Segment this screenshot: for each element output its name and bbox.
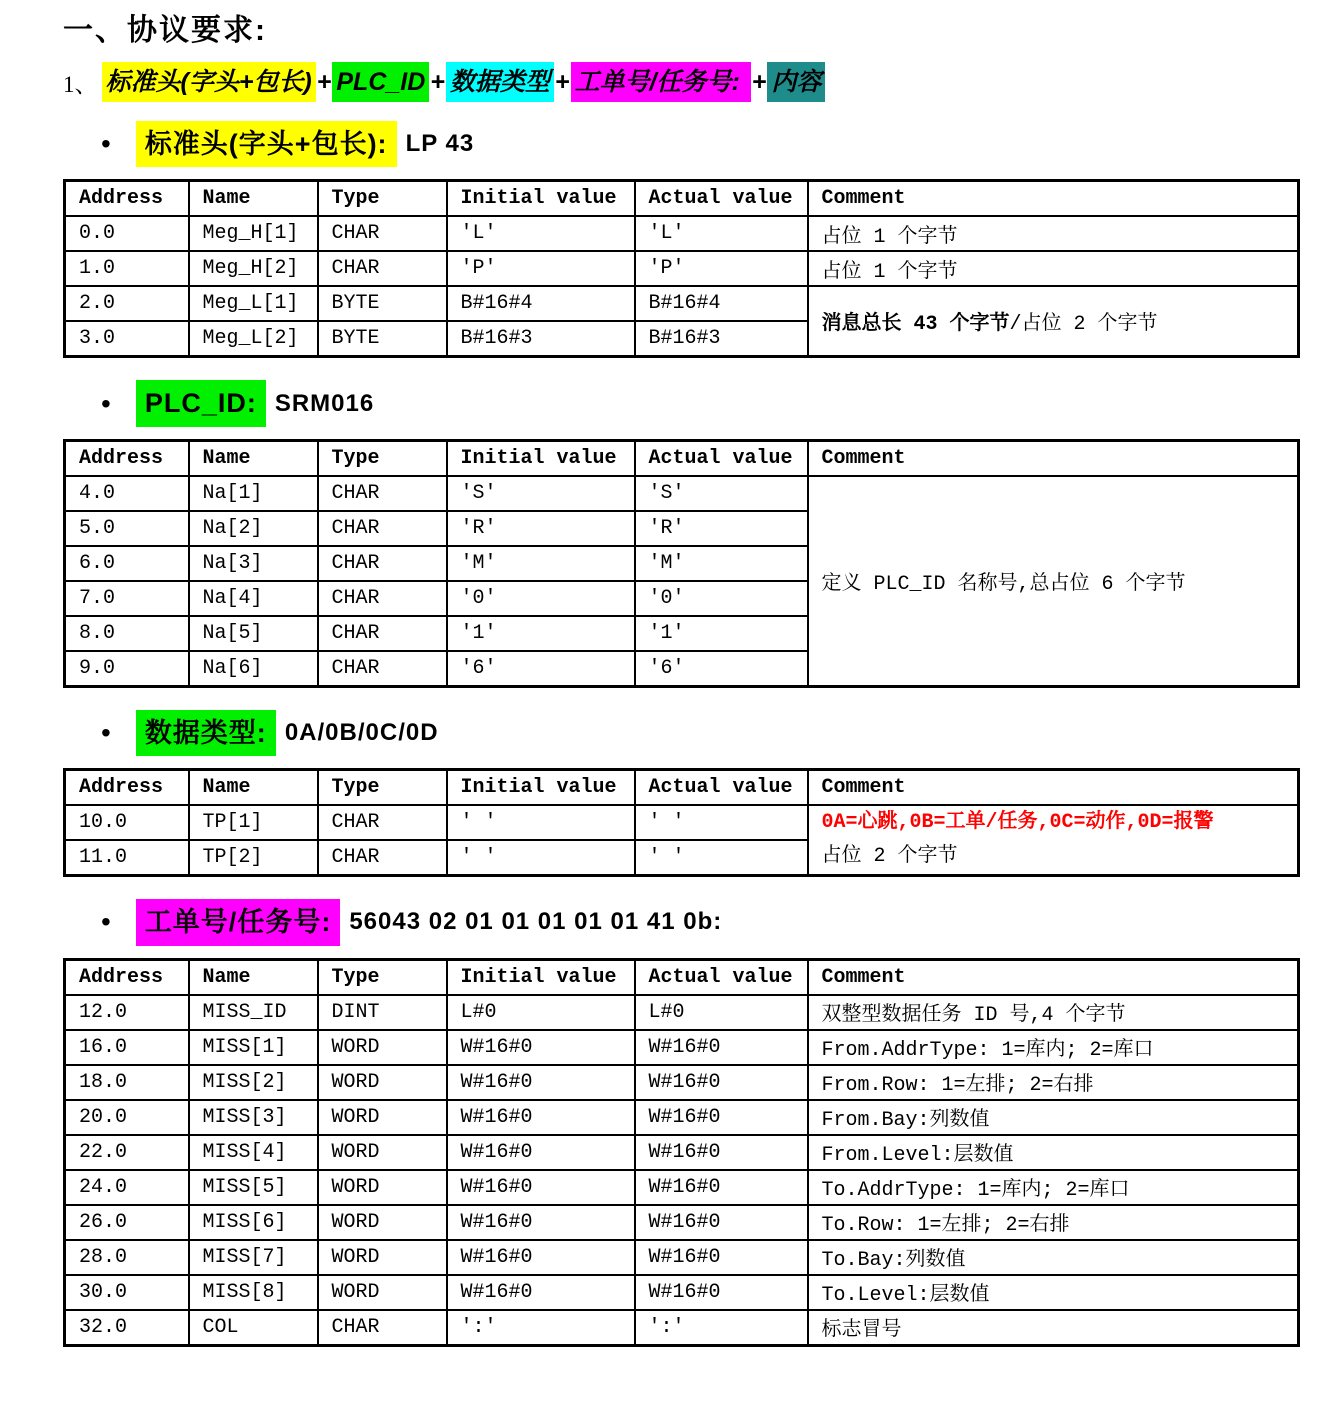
- cell-initial-value: '0': [447, 581, 635, 616]
- cell-address: 26.0: [65, 1205, 189, 1240]
- table-row: [65, 1170, 1299, 1205]
- cell-name: MISS[5]: [189, 1170, 318, 1205]
- cell-address: 8.0: [65, 616, 189, 651]
- cell-actual-value: 'S': [635, 476, 808, 511]
- cell-comment: To.Level:层数值: [808, 1275, 1299, 1310]
- cell-name: Meg_L[1]: [189, 286, 318, 321]
- protocol-table: [63, 179, 1300, 358]
- cell-comment: [808, 286, 1299, 357]
- cell-actual-value: 'P': [635, 251, 808, 286]
- cell-initial-value: 'L': [447, 216, 635, 251]
- comment-text: 消息总长 43 个字节: [821, 313, 1010, 337]
- protocol-segment: 工单号/任务号:: [571, 62, 751, 102]
- cell-type: WORD: [318, 1205, 447, 1240]
- cell-address: 1.0: [65, 251, 189, 286]
- column-header: Initial value: [447, 770, 635, 806]
- protocol-segment: PLC_ID: [332, 62, 429, 102]
- cell-comment: From.AddrType: 1=库内; 2=库口: [808, 1030, 1299, 1065]
- cell-type: CHAR: [318, 476, 447, 511]
- column-header: Address: [65, 770, 189, 806]
- column-header: Name: [189, 959, 318, 995]
- column-header: Type: [318, 959, 447, 995]
- cell-address: 0.0: [65, 216, 189, 251]
- cell-actual-value: W#16#0: [635, 1065, 808, 1100]
- comment-text: 占位 2 个字节: [821, 845, 958, 869]
- cell-initial-value: L#0: [447, 995, 635, 1030]
- cell-actual-value: ':': [635, 1310, 808, 1346]
- cell-name: Meg_H[2]: [189, 251, 318, 286]
- cell-comment: 定义 PLC_ID 名称号,总占位 6 个字节: [808, 476, 1299, 687]
- cell-initial-value: W#16#0: [447, 1100, 635, 1135]
- column-header: Name: [189, 440, 318, 476]
- cell-name: TP[1]: [189, 805, 318, 840]
- column-header: Actual value: [635, 959, 808, 995]
- cell-address: 28.0: [65, 1240, 189, 1275]
- cell-type: CHAR: [318, 546, 447, 581]
- protocol-separator: +: [554, 68, 570, 97]
- cell-type: CHAR: [318, 511, 447, 546]
- cell-initial-value: W#16#0: [447, 1240, 635, 1275]
- cell-actual-value: W#16#0: [635, 1170, 808, 1205]
- bullet-icon: •: [101, 716, 111, 748]
- column-header: Address: [65, 440, 189, 476]
- cell-address: 24.0: [65, 1170, 189, 1205]
- cell-name: Meg_L[2]: [189, 321, 318, 357]
- cell-initial-value: B#16#4: [447, 286, 635, 321]
- cell-comment: To.AddrType: 1=库内; 2=库口: [808, 1170, 1299, 1205]
- column-header: Actual value: [635, 181, 808, 217]
- cell-comment: [808, 805, 1299, 876]
- column-header: Type: [318, 181, 447, 217]
- cell-actual-value: ' ': [635, 840, 808, 876]
- cell-type: WORD: [318, 1030, 447, 1065]
- comment-alert-text: 0A=心跳,0B=工单/任务,0C=动作,0D=报警: [821, 811, 1214, 835]
- cell-actual-value: ' ': [635, 805, 808, 840]
- column-header: Address: [65, 181, 189, 217]
- cell-initial-value: W#16#0: [447, 1065, 635, 1100]
- table-row: [65, 1240, 1299, 1275]
- cell-initial-value: B#16#3: [447, 321, 635, 357]
- table-header-row: [65, 440, 1299, 476]
- table-row: [65, 476, 1299, 511]
- column-header: Initial value: [447, 959, 635, 995]
- protocol-segment: 标准头(字头+包长): [102, 62, 316, 102]
- column-header: Comment: [808, 770, 1299, 806]
- cell-address: 4.0: [65, 476, 189, 511]
- cell-initial-value: ' ': [447, 805, 635, 840]
- cell-name: MISS_ID: [189, 995, 318, 1030]
- cell-comment: 双整型数据任务 ID 号,4 个字节: [808, 995, 1299, 1030]
- page-title: 一、协议要求:: [63, 14, 267, 47]
- cell-name: Na[2]: [189, 511, 318, 546]
- cell-initial-value: '1': [447, 616, 635, 651]
- protocol-segment: 内容: [767, 62, 825, 102]
- cell-initial-value: 'M': [447, 546, 635, 581]
- cell-type: WORD: [318, 1240, 447, 1275]
- cell-actual-value: 'L': [635, 216, 808, 251]
- cell-comment: From.Level:层数值: [808, 1135, 1299, 1170]
- column-header: Actual value: [635, 440, 808, 476]
- cell-type: CHAR: [318, 251, 447, 286]
- bullet-value: SRM016: [274, 389, 375, 417]
- cell-address: 18.0: [65, 1065, 189, 1100]
- table-row: [65, 251, 1299, 286]
- bullet-value: 56043 02 01 01 01 01 01 41 0b:: [349, 908, 723, 936]
- cell-address: 16.0: [65, 1030, 189, 1065]
- cell-actual-value: W#16#0: [635, 1100, 808, 1135]
- cell-name: MISS[2]: [189, 1065, 318, 1100]
- cell-type: BYTE: [318, 286, 447, 321]
- bullet-item: [101, 710, 1344, 756]
- bullet-value: LP 43: [405, 130, 475, 158]
- cell-address: 32.0: [65, 1310, 189, 1346]
- cell-type: CHAR: [318, 805, 447, 840]
- protocol-separator: +: [316, 68, 332, 97]
- cell-name: MISS[7]: [189, 1240, 318, 1275]
- cell-name: Meg_H[1]: [189, 216, 318, 251]
- cell-type: CHAR: [318, 651, 447, 687]
- column-header: Type: [318, 770, 447, 806]
- cell-type: CHAR: [318, 581, 447, 616]
- cell-initial-value: W#16#0: [447, 1205, 635, 1240]
- protocol-separator: +: [751, 68, 767, 97]
- cell-initial-value: ' ': [447, 840, 635, 876]
- cell-type: BYTE: [318, 321, 447, 357]
- table-row: [65, 805, 1299, 840]
- cell-name: Na[6]: [189, 651, 318, 687]
- cell-address: 3.0: [65, 321, 189, 357]
- bullet-item: [101, 380, 1344, 426]
- cell-name: Na[3]: [189, 546, 318, 581]
- cell-initial-value: W#16#0: [447, 1135, 635, 1170]
- cell-initial-value: 'S': [447, 476, 635, 511]
- cell-name: TP[2]: [189, 840, 318, 876]
- bullet-item: [101, 899, 1344, 945]
- bullet-label: PLC_ID:: [136, 380, 266, 426]
- cell-name: Na[4]: [189, 581, 318, 616]
- cell-address: 22.0: [65, 1135, 189, 1170]
- cell-actual-value: L#0: [635, 995, 808, 1030]
- cell-initial-value: 'R': [447, 511, 635, 546]
- cell-address: 2.0: [65, 286, 189, 321]
- cell-type: WORD: [318, 1135, 447, 1170]
- table-row: [65, 1030, 1299, 1065]
- cell-type: CHAR: [318, 616, 447, 651]
- table-row: [65, 1275, 1299, 1310]
- cell-name: COL: [189, 1310, 318, 1346]
- cell-name: Na[5]: [189, 616, 318, 651]
- cell-actual-value: W#16#0: [635, 1240, 808, 1275]
- cell-actual-value: '0': [635, 581, 808, 616]
- cell-actual-value: 'R': [635, 511, 808, 546]
- cell-address: 30.0: [65, 1275, 189, 1310]
- cell-type: CHAR: [318, 216, 447, 251]
- table-header-row: [65, 770, 1299, 806]
- bullet-icon: •: [101, 128, 111, 160]
- cell-name: MISS[3]: [189, 1100, 318, 1135]
- cell-initial-value: W#16#0: [447, 1275, 635, 1310]
- table-row: [65, 995, 1299, 1030]
- cell-type: WORD: [318, 1100, 447, 1135]
- cell-comment: From.Row: 1=左排; 2=右排: [808, 1065, 1299, 1100]
- cell-address: 12.0: [65, 995, 189, 1030]
- cell-initial-value: 'P': [447, 251, 635, 286]
- cell-type: DINT: [318, 995, 447, 1030]
- cell-actual-value: B#16#3: [635, 321, 808, 357]
- cell-address: 10.0: [65, 805, 189, 840]
- cell-type: WORD: [318, 1065, 447, 1100]
- cell-initial-value: W#16#0: [447, 1170, 635, 1205]
- cell-type: WORD: [318, 1275, 447, 1310]
- table-header-row: [65, 959, 1299, 995]
- cell-initial-value: '6': [447, 651, 635, 687]
- column-header: Comment: [808, 440, 1299, 476]
- cell-name: MISS[8]: [189, 1275, 318, 1310]
- protocol-formula-line: [63, 66, 1344, 99]
- cell-name: Na[1]: [189, 476, 318, 511]
- bullet-icon: •: [101, 387, 111, 419]
- column-header: Initial value: [447, 181, 635, 217]
- cell-comment: To.Bay:列数值: [808, 1240, 1299, 1275]
- cell-actual-value: 'M': [635, 546, 808, 581]
- table-row: [65, 1310, 1299, 1346]
- cell-actual-value: W#16#0: [635, 1275, 808, 1310]
- bullet-item: [101, 121, 1344, 167]
- cell-initial-value: W#16#0: [447, 1030, 635, 1065]
- cell-actual-value: B#16#4: [635, 286, 808, 321]
- table-header-row: [65, 181, 1299, 217]
- cell-address: 7.0: [65, 581, 189, 616]
- column-header: Name: [189, 181, 318, 217]
- cell-comment: 占位 1 个字节: [808, 216, 1299, 251]
- list-number: 1、: [63, 72, 98, 97]
- cell-initial-value: ':': [447, 1310, 635, 1346]
- table-row: [65, 286, 1299, 321]
- cell-actual-value: '1': [635, 616, 808, 651]
- protocol-sections: [0, 121, 1344, 1347]
- cell-comment: 占位 1 个字节: [808, 251, 1299, 286]
- protocol-table: [63, 958, 1300, 1347]
- cell-type: WORD: [318, 1170, 447, 1205]
- table-row: [65, 1135, 1299, 1170]
- column-header: Comment: [808, 959, 1299, 995]
- column-header: Initial value: [447, 440, 635, 476]
- protocol-segments: [102, 68, 826, 97]
- cell-address: 11.0: [65, 840, 189, 876]
- bullet-value: 0A/0B/0C/0D: [284, 718, 439, 746]
- table-row: [65, 1100, 1299, 1135]
- column-header: Type: [318, 440, 447, 476]
- protocol-separator: +: [430, 68, 445, 97]
- cell-actual-value: '6': [635, 651, 808, 687]
- bullet-icon: •: [101, 906, 111, 938]
- cell-actual-value: W#16#0: [635, 1030, 808, 1065]
- column-header: Address: [65, 959, 189, 995]
- table-row: [65, 216, 1299, 251]
- protocol-table: [63, 768, 1300, 877]
- cell-comment: To.Row: 1=左排; 2=右排: [808, 1205, 1299, 1240]
- cell-name: MISS[1]: [189, 1030, 318, 1065]
- column-header: Name: [189, 770, 318, 806]
- cell-address: 20.0: [65, 1100, 189, 1135]
- bullet-label: 工单号/任务号:: [136, 899, 341, 945]
- cell-name: MISS[4]: [189, 1135, 318, 1170]
- cell-comment: 标志冒号: [808, 1310, 1299, 1346]
- table-row: [65, 1205, 1299, 1240]
- protocol-segment: 数据类型: [446, 62, 554, 102]
- bullet-label: 数据类型:: [136, 710, 276, 756]
- column-header: Comment: [808, 181, 1299, 217]
- protocol-table: [63, 439, 1300, 688]
- bullet-label: 标准头(字头+包长):: [136, 121, 397, 167]
- cell-type: CHAR: [318, 1310, 447, 1346]
- cell-address: 9.0: [65, 651, 189, 687]
- cell-actual-value: W#16#0: [635, 1135, 808, 1170]
- cell-comment: From.Bay:列数值: [808, 1100, 1299, 1135]
- cell-actual-value: W#16#0: [635, 1205, 808, 1240]
- column-header: Actual value: [635, 770, 808, 806]
- cell-name: MISS[6]: [189, 1205, 318, 1240]
- cell-type: CHAR: [318, 840, 447, 876]
- comment-text: /占位 2 个字节: [1009, 313, 1158, 337]
- table-row: [65, 1065, 1299, 1100]
- cell-address: 6.0: [65, 546, 189, 581]
- cell-address: 5.0: [65, 511, 189, 546]
